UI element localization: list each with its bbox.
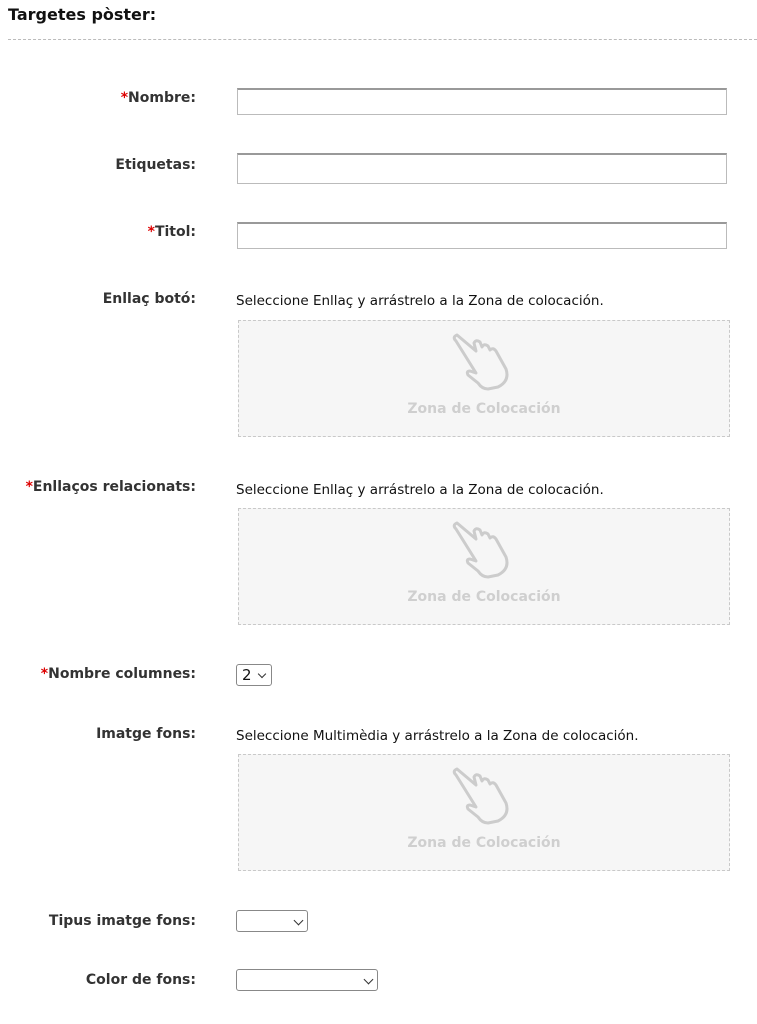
section-title: Targetes pòster: <box>8 5 157 24</box>
etiquetas-label: Etiquetas: <box>115 157 196 173</box>
dropzone-label: Zona de Colocación <box>407 401 561 417</box>
titol-label: *Titol: <box>147 224 196 240</box>
enllacos-relacionats-label: *Enllaços relacionats: <box>25 479 196 495</box>
dropzone-label: Zona de Colocación <box>407 835 561 851</box>
chevron-down-icon <box>364 975 374 985</box>
nombre-label: *Nombre: <box>120 90 196 106</box>
required-mark: * <box>147 224 155 240</box>
dropzone-label: Zona de Colocación <box>407 589 561 605</box>
enllacos-relacionats-dropzone[interactable] <box>238 508 730 625</box>
hand-pointer-icon <box>448 519 522 579</box>
nombre-columnes-label: *Nombre columnes: <box>40 666 196 682</box>
required-mark: * <box>120 90 129 106</box>
color-fons-select[interactable] <box>236 969 378 991</box>
chevron-down-icon <box>258 670 266 678</box>
divider <box>8 39 757 40</box>
tipus-imatge-fons-select[interactable] <box>236 910 308 932</box>
nombre-input[interactable] <box>237 88 727 115</box>
required-mark: * <box>40 666 49 682</box>
tipus-imatge-fons-label: Tipus imatge fons: <box>48 913 196 929</box>
imatge-fons-hint: Seleccione Multimèdia y arrástrelo a la Zona de colocación. <box>236 728 639 744</box>
enllac-boto-hint: Seleccione Enllaç y arrástrelo a la Zona de colocación. <box>236 293 604 309</box>
etiquetas-input[interactable] <box>237 153 727 184</box>
enllac-boto-label: Enllaç botó: <box>102 291 196 307</box>
hand-pointer-icon <box>448 331 522 391</box>
imatge-fons-label: Imatge fons: <box>96 726 196 742</box>
required-mark: * <box>25 479 33 495</box>
enllacos-relacionats-hint: Seleccione Enllaç y arrástrelo a la Zona de colocación. <box>236 482 604 498</box>
imatge-fons-dropzone[interactable] <box>238 754 730 871</box>
titol-input[interactable] <box>237 222 727 249</box>
chevron-down-icon <box>294 916 304 926</box>
color-fons-label: Color de fons: <box>85 972 196 988</box>
nombre-columnes-select[interactable]: 2 <box>236 664 272 686</box>
hand-pointer-icon <box>448 765 522 825</box>
enllac-boto-dropzone[interactable] <box>238 320 730 437</box>
